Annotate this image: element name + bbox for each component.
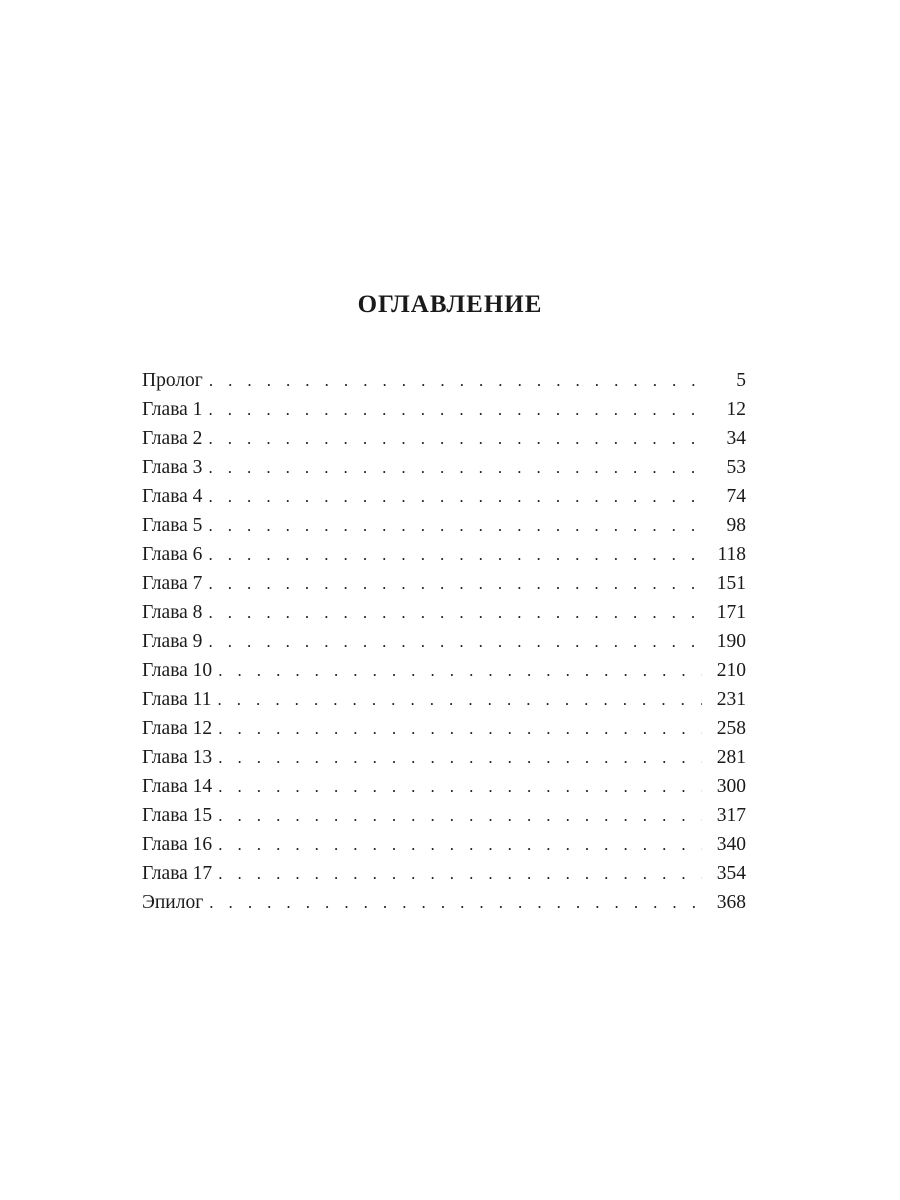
toc-entry-label: Глава 10: [142, 660, 213, 681]
toc-entry[interactable]: [142, 627, 746, 656]
toc-entry[interactable]: [142, 540, 746, 569]
dot-leader: [208, 482, 702, 511]
toc-entry-label: Глава 12: [142, 718, 213, 739]
toc-entry[interactable]: [142, 743, 746, 772]
toc-entry-label: Глава 16: [142, 834, 213, 855]
toc-entry-page: 98: [726, 515, 746, 536]
toc-entry-label: Глава 13: [142, 747, 213, 768]
toc-entry-label: Глава 6: [142, 544, 203, 565]
toc-entry-page: 34: [726, 428, 746, 449]
toc-entry-page: 281: [716, 747, 746, 768]
dot-leader: [208, 540, 702, 569]
toc-entry-page: 12: [726, 399, 746, 420]
dot-leader: [208, 627, 702, 656]
toc-entry-page: 340: [716, 834, 746, 855]
toc-entry-page: 231: [716, 689, 746, 710]
toc-entry[interactable]: [142, 656, 746, 685]
toc-entry-label: Глава 7: [142, 573, 203, 594]
toc-entry[interactable]: [142, 511, 746, 540]
dot-leader: [208, 569, 702, 598]
dot-leader: [209, 888, 702, 917]
toc-entry-label: Глава 11: [142, 689, 212, 710]
toc-entry-page: 317: [716, 805, 746, 826]
dot-leader: [217, 685, 702, 714]
dot-leader: [218, 772, 702, 801]
toc-entry[interactable]: [142, 395, 746, 424]
toc-entry-page: 151: [716, 573, 746, 594]
dot-leader: [218, 801, 702, 830]
toc-entry-label: Глава 9: [142, 631, 203, 652]
toc-entry-page: 171: [716, 602, 746, 623]
toc-entry-page: 354: [716, 863, 746, 884]
toc-entry[interactable]: [142, 569, 746, 598]
toc-entry-label: Глава 1: [142, 399, 203, 420]
toc-entry[interactable]: [142, 598, 746, 627]
toc-entry[interactable]: [142, 801, 746, 830]
toc-entry-page: 368: [716, 892, 746, 913]
toc-entry-page: 190: [716, 631, 746, 652]
dot-leader: [218, 743, 702, 772]
dot-leader: [218, 656, 702, 685]
toc-entry-label: Глава 15: [142, 805, 213, 826]
table-of-contents: [142, 366, 746, 917]
toc-entry[interactable]: [142, 714, 746, 743]
toc-entry[interactable]: [142, 830, 746, 859]
toc-entry[interactable]: [142, 366, 746, 395]
dot-leader: [208, 598, 702, 627]
dot-leader: [218, 830, 702, 859]
dot-leader: [218, 859, 702, 888]
toc-entry[interactable]: [142, 772, 746, 801]
toc-entry[interactable]: [142, 888, 746, 917]
toc-entry-label: Глава 17: [142, 863, 213, 884]
toc-entry-page: 258: [716, 718, 746, 739]
toc-entry-label: Глава 4: [142, 486, 203, 507]
toc-entry[interactable]: [142, 453, 746, 482]
toc-entry-label: Глава 5: [142, 515, 203, 536]
toc-entry-label: Глава 8: [142, 602, 203, 623]
toc-entry-label: Глава 14: [142, 776, 213, 797]
toc-entry-page: 118: [717, 544, 746, 565]
dot-leader: [208, 395, 702, 424]
toc-entry[interactable]: [142, 685, 746, 714]
toc-entry-page: 53: [726, 457, 746, 478]
toc-entry[interactable]: [142, 859, 746, 888]
dot-leader: [208, 511, 702, 540]
toc-entry-label: Пролог: [142, 370, 203, 391]
toc-entry-page: 300: [716, 776, 746, 797]
toc-entry-label: Глава 3: [142, 457, 203, 478]
toc-entry-page: 210: [716, 660, 746, 681]
toc-entry-page: 74: [726, 486, 746, 507]
page-title: ОГЛАВЛЕНИЕ: [357, 290, 543, 318]
toc-entry[interactable]: [142, 424, 746, 453]
dot-leader: [208, 424, 702, 453]
dot-leader: [218, 714, 702, 743]
toc-entry-label: Эпилог: [142, 892, 204, 913]
toc-entry-label: Глава 2: [142, 428, 203, 449]
dot-leader: [208, 453, 702, 482]
toc-entry-page: 5: [736, 370, 746, 391]
toc-entry[interactable]: [142, 482, 746, 511]
dot-leader: [209, 366, 702, 395]
